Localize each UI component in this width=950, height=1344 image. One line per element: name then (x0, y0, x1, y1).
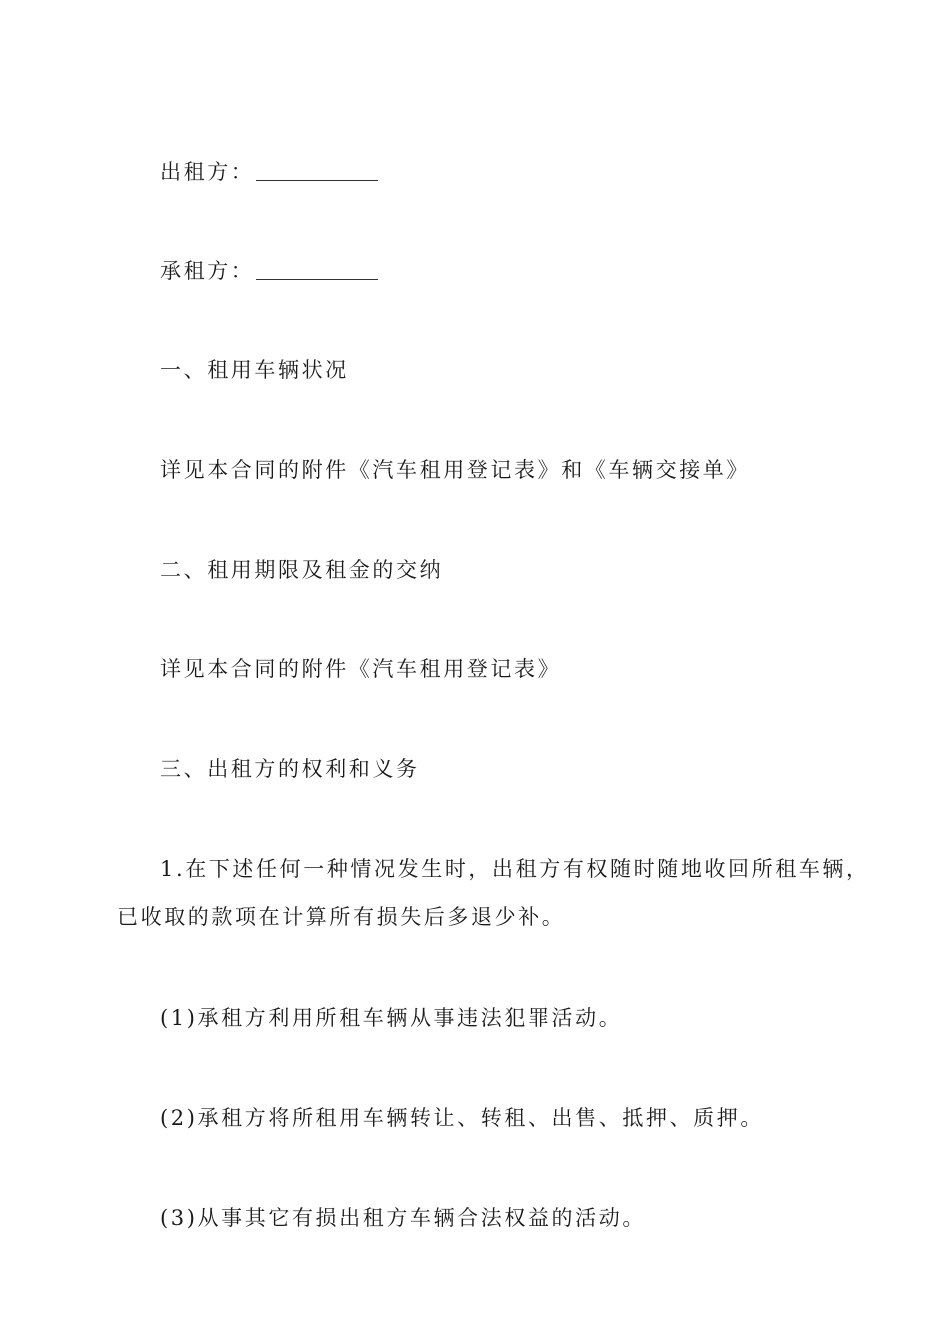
clause1-line2: 已收取的款项在计算所有损失后多退少补。 (117, 905, 566, 929)
lessee-label: 承租方： (160, 259, 255, 283)
item3: (3)从事其它有损出租方车辆合法权益的活动。 (160, 1206, 646, 1230)
lessor-line (160, 158, 378, 186)
section1-text: 详见本合同的附件《汽车租用登记表》和《车辆交接单》 (160, 458, 750, 482)
section2-text: 详见本合同的附件《汽车租用登记表》 (160, 657, 562, 681)
lessee-line (160, 257, 378, 285)
item1: (1)承租方利用所租车辆从事违法犯罪活动。 (160, 1006, 623, 1030)
clause1-paragraph (117, 845, 870, 941)
clause1-line1: 1.在下述任何一种情况发生时，出租方有权随时随地收回所租车辆， (160, 857, 870, 881)
lessor-blank-field (256, 162, 378, 181)
lessee-blank-field (256, 261, 378, 280)
item2: (2)承租方将所租用车辆转让、转租、出售、抵押、质押。 (160, 1106, 764, 1130)
lessor-label: 出租方： (160, 160, 255, 184)
section3-heading: 三、出租方的权利和义务 (160, 757, 420, 781)
section1-heading: 一、租用车辆状况 (160, 358, 349, 382)
section2-heading: 二、租用期限及租金的交纳 (160, 558, 444, 582)
